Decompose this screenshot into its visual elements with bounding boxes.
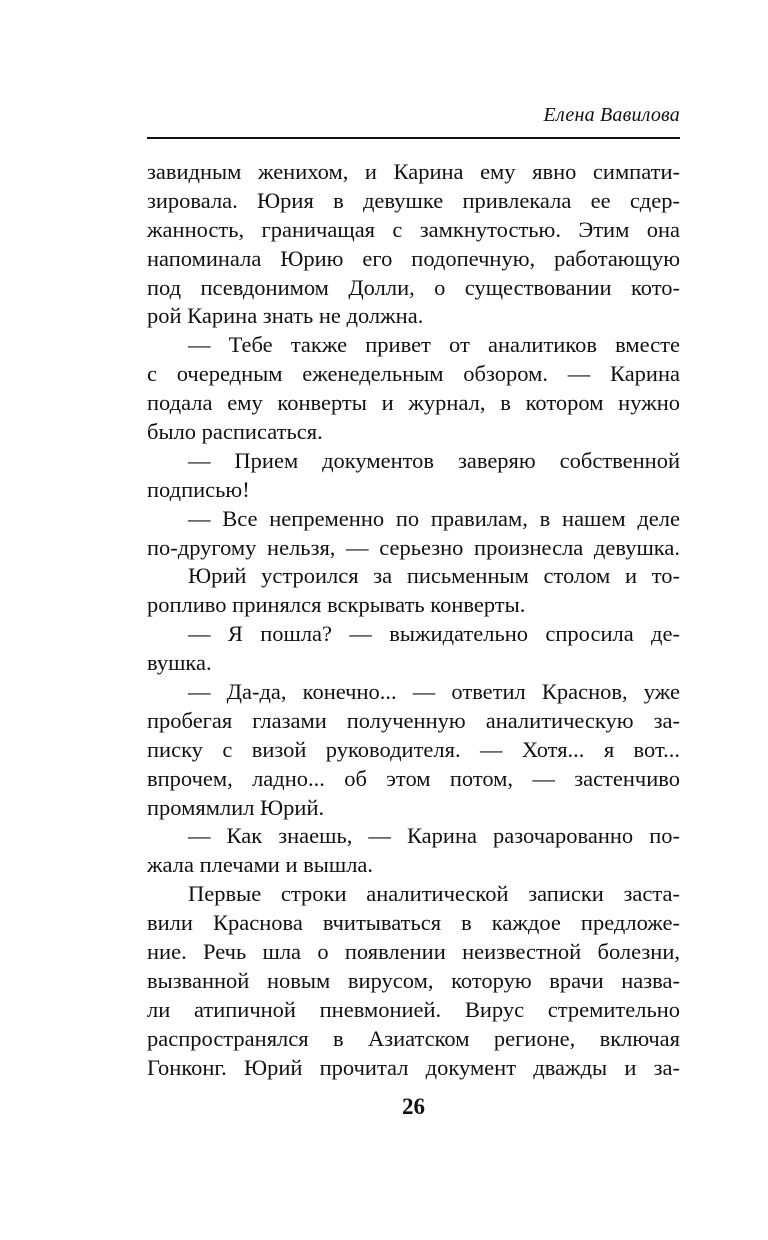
- text-line: с очередным еженедельным обзором. — Карина: [147, 361, 680, 387]
- text-line: пробегая глазами полученную аналитическую за-: [147, 707, 680, 733]
- text-line: Юрий устроился за письменным столом и то-: [188, 563, 680, 589]
- text-line: Гонконг. Юрий прочитал документ дважды и за-: [147, 1054, 680, 1080]
- text-line: вили Краснова вчитываться в каждое предложе-: [147, 910, 680, 936]
- text-line: подала ему конверты и журнал, в котором нужно: [147, 390, 680, 416]
- text-line: Первые строки аналитической записки заста-: [188, 881, 680, 907]
- running-head-author: Елена Вавилова: [543, 104, 680, 126]
- text-line: писку с визой руководителя. — Хотя... я вот...: [147, 736, 680, 762]
- text-line: завидным женихом, и Карина ему явно симпати-: [147, 159, 680, 184]
- text-line: жала плечами и вышла.: [147, 852, 374, 878]
- text-line: вызванной новым вирусом, которую врачи назва-: [147, 967, 680, 993]
- text-line: вушка.: [147, 650, 212, 676]
- text-line: под псевдонимом Долли, о существовании кото-: [147, 274, 680, 300]
- text-line: зировала. Юрия в девушке привлекала ее сдер-: [147, 187, 680, 213]
- text-line: рой Карина знать не должна.: [147, 303, 424, 329]
- text-line: ропливо принялся вскрывать конверты.: [147, 592, 526, 618]
- body-text: [147, 158, 680, 1083]
- text-line: — Все непременно по правилам, в нашем деле: [188, 505, 680, 531]
- text-line: — Прием документов заверяю собственной: [188, 447, 680, 473]
- text-line: распространялся в Азиатском регионе, включая: [147, 1025, 680, 1051]
- page-number: 26: [402, 1094, 425, 1119]
- text-line: напоминала Юрию его подопечную, работающую: [147, 245, 680, 271]
- text-line: подписью!: [147, 476, 250, 502]
- text-line: ли атипичной пневмонией. Вирус стремительно: [147, 996, 680, 1022]
- text-line: жанность, граничащая с замкнутостью. Этим она: [147, 216, 680, 242]
- text-line: — Тебе также привет от аналитиков вместе: [188, 332, 680, 358]
- header-rule: [147, 137, 680, 139]
- text-line: впрочем, ладно... об этом потом, — застенчиво: [147, 765, 680, 791]
- text-line: — Да-да, конечно... — ответил Краснов, уже: [188, 679, 680, 705]
- text-line: — Как знаешь, — Карина разочарованно по-: [188, 823, 680, 849]
- text-line: — Я пошла? — выжидательно спросила де-: [188, 621, 680, 647]
- text-line: ние. Речь шла о появлении неизвестной болезни,: [147, 939, 680, 965]
- text-line: промямлил Юрий.: [147, 794, 325, 820]
- text-line: по-другому нельзя, — серьезно произнесла девушка.: [147, 534, 680, 560]
- text-line: было расписаться.: [147, 419, 323, 445]
